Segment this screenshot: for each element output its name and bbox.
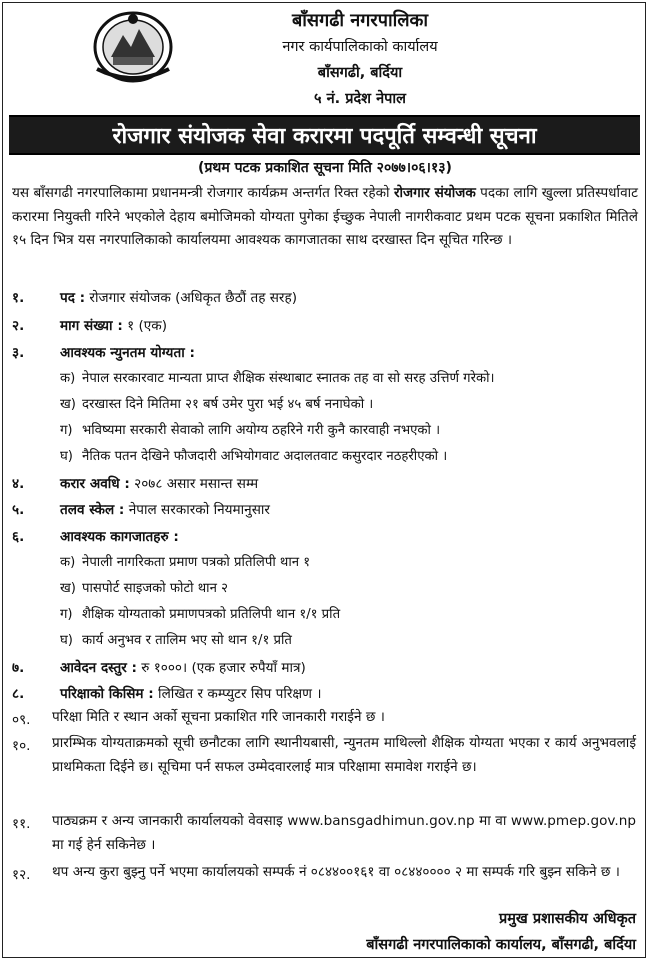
item-6 xyxy=(12,526,179,545)
item-number: १. xyxy=(12,290,25,306)
sub-text: पासपोर्ट साइजको फोटो थान २ xyxy=(82,581,228,596)
sub-text: भविष्यमा सरकारी सेवाको लागि अयोग्य ठहरिने गरी कुनै कारवाही नभएको । xyxy=(82,423,441,438)
sub-text: कार्य अनुभव र तालिम भए सो थान १/१ प्रति xyxy=(82,633,292,648)
sub-text: शैक्षिक योग्यताको प्रमाणपत्रको प्रतिलिपी थान १/१ प्रति xyxy=(82,607,341,622)
item-label: माग संख्या : xyxy=(60,318,123,334)
sub-key: घ) xyxy=(60,633,73,648)
sub-key: ख) xyxy=(60,581,76,596)
item-number: ५. xyxy=(12,502,25,518)
item-number: ४. xyxy=(12,476,25,492)
item-1 xyxy=(12,287,297,306)
item-value: रु १०००। (एक हजार रुपैयाँ मात्र) xyxy=(136,660,306,676)
intro-text-cont: पदका लागि खुल्ला प्रतिस्पर्धावाट करारमा नियुक्ती गरिने भएकोले देहाय बमोजिमको योग्यता पुगेका ईच्छुक नेपाली नागरीकवाट प्रथम पटक सूचना प्रकाशित मितिले १५ दिन भित्र यस नगरपालिकाको कार्यालयमा आवश्यक कागजातका साथ दरखास्त दिन सूचित गरिन्छ । xyxy=(12,185,638,248)
item-value: १ (एक) xyxy=(122,318,168,334)
item-number: ३. xyxy=(12,345,25,361)
item-value: लिखित र कम्प्युटर सिप परिक्षण । xyxy=(153,686,322,702)
item-4 xyxy=(12,473,258,492)
item-number: ८. xyxy=(12,686,25,702)
publication-date: (प्रथम पटक प्रकाशित सूचना मिति २०७७।०६।१३) xyxy=(198,160,452,176)
item-9-text: परिक्षा मिति र स्थान अर्को सूचना प्रकाशित गरि जानकारी गराईने छ । xyxy=(52,709,385,725)
item-7 xyxy=(12,657,306,676)
sub-key: ग) xyxy=(60,607,73,622)
item-10-text: प्रारम्भिक योग्यताक्रमको सूची छनौटका लागि स्थानीयबासी, न्युनतम माथिल्लो शैक्षिक योग्यता भएका र कार्य अनुभवलाई प्राथमिकता दिईने छ। सूचिमा पर्न सफल उम्मेदवारलाई मात्र परिक्षामा समावेश गराईने छ। xyxy=(52,735,636,775)
item-8 xyxy=(12,683,321,702)
sub-key: घ) xyxy=(60,449,73,464)
list-item xyxy=(60,578,228,596)
signatory-title: प्रमुख प्रशासकीय अधिकृत xyxy=(499,911,636,927)
list-item xyxy=(60,604,340,622)
municipality-name: बाँसगढी नगरपालिका xyxy=(291,10,429,31)
signatory-office: बाँसगढी नगरपालिकाको कार्यालय, बाँसगढी, बर्दिया xyxy=(366,937,636,953)
list-item xyxy=(60,420,440,438)
item-11-number: ११. xyxy=(12,816,31,832)
item-9-number: ०९. xyxy=(12,712,31,728)
item-label: तलव स्केल : xyxy=(60,502,125,518)
sub-key: क) xyxy=(60,371,76,386)
item-label: आवेदन दस्तुर : xyxy=(60,660,137,676)
item-value: नेपाल सरकारको नियमानुसार xyxy=(124,502,270,518)
sub-key: क) xyxy=(60,555,76,570)
list-item xyxy=(60,552,310,570)
list-item xyxy=(60,368,495,386)
item-number: ७. xyxy=(12,660,25,676)
sub-text: नैतिक पतन देखिने फौजदारी अभियोगवाट अदालतवाट कसुरदार नठहरीएको । xyxy=(82,449,448,464)
sub-text: नेपाली नागरिकता प्रमाण पत्रको प्रतिलिपी थान १ xyxy=(82,555,311,570)
list-item xyxy=(60,630,292,648)
item-number: २. xyxy=(12,318,25,334)
list-item xyxy=(60,446,447,464)
sub-text: नेपाल सरकारवाट मान्यता प्राप्त शैक्षिक संस्थाबाट स्नातक तह वा सो सरह उत्तिर्ण गरेको। xyxy=(82,371,495,386)
item-5 xyxy=(12,499,270,518)
item-value: रोजगार संयोजक (अधिकृत छैठौं तह सरह) xyxy=(85,290,298,306)
letterhead xyxy=(0,0,650,116)
item-value: २०७८ असार मसान्त सम्म xyxy=(129,476,259,492)
list-item xyxy=(60,394,373,412)
item-12-number: १२. xyxy=(12,867,31,883)
sub-key: ग) xyxy=(60,423,73,438)
item-12-text: थप अन्य कुरा बुझ्नु पर्ने भएमा कार्यालयको सम्पर्क नं ०८४४००१६१ वा ०८४४०००० २ मा सम्पर्क गरि बुझ्न सकिने छ । xyxy=(52,864,620,880)
item-3 xyxy=(12,342,195,361)
item-label: आवश्यक कागजातहरु : xyxy=(60,529,179,545)
province-name: ५ नं. प्रदेश नेपाल xyxy=(314,91,406,107)
notice-title: रोजगार संयोजक सेवा करारमा पदपूर्ति सम्वन्धी सूचना xyxy=(9,115,640,155)
item-10-number: १०. xyxy=(12,738,31,754)
post-name-bold: रोजगार संयोजक xyxy=(393,185,476,201)
item-label: करार अवधि : xyxy=(60,476,130,492)
sub-key: ख) xyxy=(60,397,76,412)
item-number: ६. xyxy=(12,529,25,545)
intro-text: यस बाँसगढी नगरपालिकामा प्रधानमन्त्री रोजगार कार्यक्रम अन्तर्गत रिक्त रहेको xyxy=(12,185,394,201)
sub-text: दरखास्त दिने मितिमा २१ बर्ष उमेर पुरा भई ४५ बर्ष ननाघेको । xyxy=(82,397,374,412)
item-label: परिक्षाको किसिम : xyxy=(60,686,154,702)
item-2 xyxy=(12,315,167,334)
office-location: बाँसगढी, बर्दिया xyxy=(317,65,403,81)
item-label: पद : xyxy=(60,290,86,306)
item-label: आवश्यक न्युनतम योग्यता : xyxy=(60,345,195,361)
item-11-text: पाठ्यक्रम र अन्य जानकारी कार्यालयको वेवसाइ www.bansgadhimun.gov.np मा वा www.pmep.gov.np मा गई हेर्न सकिनेछ । xyxy=(52,813,636,853)
intro-paragraph xyxy=(12,182,638,253)
office-name: नगर कार्यपालिकाको कार्यालय xyxy=(282,39,438,55)
